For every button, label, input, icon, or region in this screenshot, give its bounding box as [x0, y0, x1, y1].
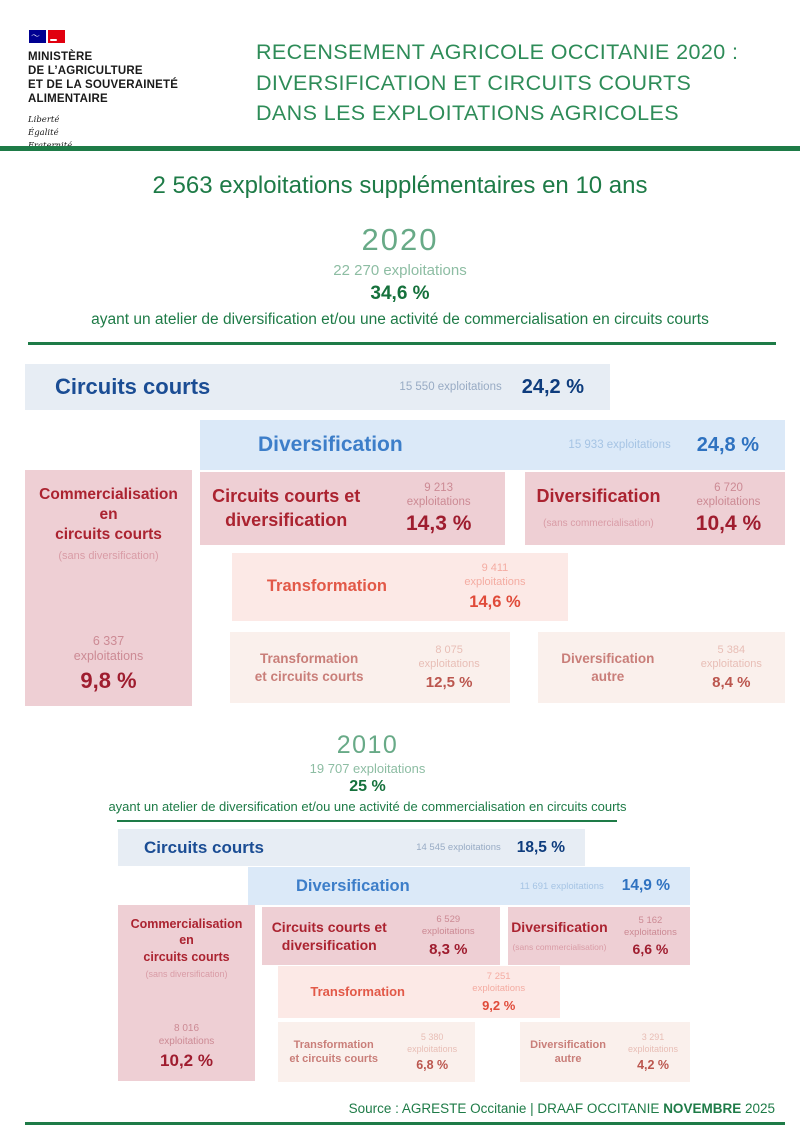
box-stats: [372, 481, 505, 537]
box-title: Diversification (sans commercialisation): [511, 918, 608, 952]
total-percent-2010: 25 %: [349, 778, 386, 795]
box-percent: 10,4 %: [695, 512, 762, 536]
flag-blue: [29, 30, 46, 43]
box-stats: [388, 644, 510, 692]
box-count: 5 380 exploitations: [407, 1032, 458, 1054]
footer-divider: [25, 1122, 785, 1125]
total-percent-2020: 34,6 %: [370, 283, 430, 304]
box-title: Circuits courts et diversification: [212, 486, 361, 530]
box-title: Transformation et circuits courts: [254, 650, 364, 684]
box-percent: 8,4 %: [712, 674, 751, 692]
subtitle-2010: ayant un atelier de diversification et/ou une activité de commercialisation en circuits courts: [108, 799, 627, 814]
box-count: 7 251 exploitations: [472, 971, 526, 994]
box-count: 5 384 exploitations: [700, 643, 762, 670]
box-title: Commercialisation en circuits courts (sans diversification): [130, 917, 243, 979]
box-subtitle: (sans commercialisation): [543, 517, 654, 529]
box-title: Transformation et circuits courts: [289, 1038, 378, 1065]
diversification-bar-2010: [248, 867, 690, 905]
box-count: 3 291 exploitations: [628, 1032, 679, 1054]
box-percent: 9,2 %: [482, 997, 516, 1013]
circuits-courts-et-diversification-box-2010: [262, 907, 500, 965]
bar-label: Circuits courts: [144, 837, 264, 857]
box-title: Transformation: [266, 577, 387, 596]
commercialisation-circuits-courts-box-2020: [25, 470, 192, 706]
diversification-sans-commercialisation-box-2020: [525, 472, 785, 545]
box-subtitle: (sans diversification): [145, 968, 228, 979]
bar-percent: 24,2 %: [521, 375, 584, 398]
box-stats: [672, 481, 785, 537]
total-exploitations-2020: 22 270 exploitations: [333, 262, 467, 279]
box-title: Commercialisation en circuits courts (sans diversification): [39, 486, 178, 563]
bar-percent: 14,9 %: [621, 877, 670, 894]
box-count: 9 213 exploitations: [406, 481, 471, 508]
ministry-name: MINISTÈRE DE L’AGRICULTURE ET DE LA SOUVERAINETÉ ALIMENTAIRE: [28, 51, 179, 106]
circuits-courts-bar-2020: [25, 364, 610, 410]
box-title: Circuits courts et diversification: [271, 918, 387, 953]
box-subtitle: (sans commercialisation): [512, 942, 607, 952]
box-percent: 12,5 %: [425, 674, 473, 692]
box-stats: [616, 1032, 690, 1072]
bar-percent: 24,8 %: [696, 433, 759, 456]
box-title: Diversification (sans commercialisation): [536, 486, 661, 529]
box-percent: 14,6 %: [469, 592, 521, 611]
box-percent: 4,2 %: [637, 1057, 670, 1072]
box-count: 8 075 exploitations: [418, 643, 480, 670]
year-2020-label: 2020: [361, 222, 439, 257]
source-month: NOVEMBRE: [663, 1101, 742, 1116]
transformation-et-circuits-courts-box-2010: [278, 1022, 475, 1082]
flag-red: [48, 30, 65, 43]
box-title: Transformation: [310, 983, 405, 999]
circuits-courts-et-diversification-box-2020: [200, 472, 505, 545]
green-rule-2010: [117, 820, 617, 822]
box-stats: [397, 914, 500, 958]
box-count: 8 016 exploitations: [158, 1023, 215, 1047]
box-title: Diversification autre: [530, 1038, 606, 1065]
bar-count: 15 933 exploitations: [568, 439, 671, 451]
transformation-box-2020: [232, 553, 568, 621]
diversification-autre-box-2020: [538, 632, 785, 703]
box-percent: 6,6 %: [632, 941, 669, 958]
diversification-autre-box-2010: [520, 1022, 690, 1082]
circuits-courts-bar-2010: [118, 829, 585, 866]
bar-label: Diversification: [258, 433, 403, 456]
box-count: 9 411 exploitations: [464, 562, 526, 588]
bar-label: Diversification: [296, 876, 410, 895]
box-count: 6 337 exploitations: [73, 633, 144, 664]
total-exploitations-2010: 19 707 exploitations: [309, 761, 426, 776]
box-title: Diversification autre: [561, 650, 655, 684]
box-stats: [122, 1023, 251, 1071]
bar-count: 14 545 exploitations: [416, 842, 501, 853]
box-subtitle: (sans diversification): [58, 550, 159, 563]
page-headline: 2 563 exploitations supplémentaires en 10 ans: [152, 172, 648, 199]
header-divider: [0, 146, 800, 151]
box-percent: 10,2 %: [160, 1051, 213, 1070]
box-count: 6 529 exploitations: [421, 914, 475, 937]
box-stats: [422, 562, 568, 612]
box-stats: [611, 915, 690, 958]
box-percent: 9,8 %: [80, 668, 137, 693]
box-count: 5 162 exploitations: [624, 914, 677, 938]
box-percent: 14,3 %: [406, 512, 472, 536]
bar-label: Circuits courts: [55, 374, 211, 399]
source-credit: Source : AGRESTE Occitanie | DRAAF OCCITANIE NOVEMBRE 2025: [348, 1101, 775, 1116]
diversification-bar-2020: [200, 420, 785, 470]
box-stats: [678, 644, 785, 692]
diversification-sans-commercialisation-box-2010: [508, 907, 690, 965]
year-2010-label: 2010: [336, 731, 399, 759]
transformation-box-2010: [278, 966, 560, 1018]
subtitle-2020: ayant un atelier de diversification et/ou une activité de commercialisation en circuits courts: [91, 311, 709, 328]
box-percent: 6,8 %: [416, 1057, 449, 1072]
box-stats: [31, 634, 186, 694]
ministry-motto: Liberté Égalité: [28, 115, 60, 139]
ministry-logo: [28, 30, 178, 154]
document-title: RECENSEMENT AGRICOLE OCCITANIE 2020 : DIVERSIFICATION ET CIRCUITS COURTS DANS LES EXPLOITATIONS AGRICOLES: [256, 40, 739, 126]
box-percent: 8,3 %: [429, 940, 468, 958]
french-flag-icon: [29, 30, 178, 43]
box-stats: [437, 971, 560, 1013]
bar-percent: 18,5 %: [516, 838, 565, 856]
transformation-et-circuits-courts-box-2020: [230, 632, 510, 703]
bar-count: 15 550 exploitations: [399, 381, 502, 393]
commercialisation-circuits-courts-box-2010: [118, 905, 255, 1081]
box-count: 6 720 exploitations: [696, 481, 761, 508]
box-stats: [389, 1032, 475, 1072]
green-rule-2020: [28, 342, 776, 345]
bar-count: 11 691 exploitations: [519, 880, 604, 892]
